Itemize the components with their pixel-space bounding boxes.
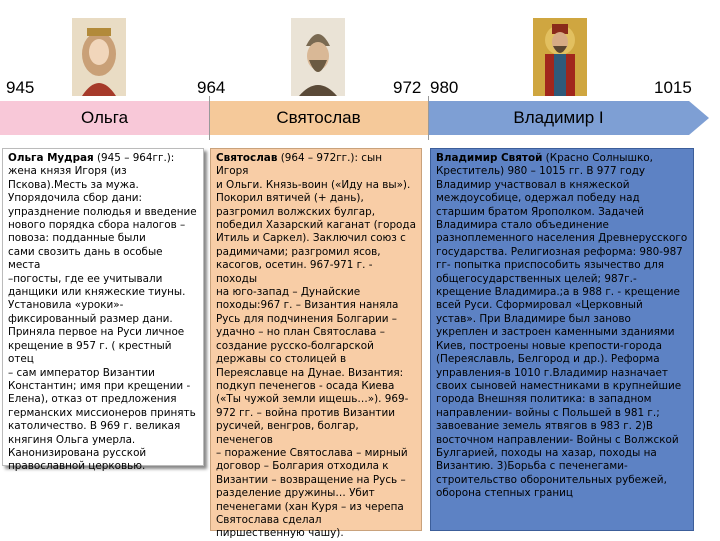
ruler-name-svyatoslav: Святослав: [276, 108, 361, 127]
vladimir-lead: Владимир Святой: [436, 152, 543, 164]
timeline-band-vladimir: [428, 101, 689, 135]
svyatoslav-text: (964 – 972гг.): сын Игоря и Ольги. Князь-воин («Иду на вы»). Покорил вятичей (+ дань), разгромил волжских булгар, победил Хазарский каганат (города Итиль и Саркел). Заключил союз с радимичами; разгромил ясов, касогов, осетин. 967-971 г. - походы на юго-запад – Дунайские походы:967 г. – Византия наняла Русь для подчинения Болгарии – удачно – но план Святослава – создание русско-болгарской державы со столицей в Переяславце на Дунае. Византия: подкуп печенегов - осада Киева («Ты чужой земли ищешь…»). 969- 972 гг. – война против Византии русичей, венгров, болгар, печенегов – поражение Святослава – мирный договор – Болгария отходила к Византии – возвращение на Русь – разделение дружины… Убит печенегами (хан Куря – из черепа Святослава сделал пиршественную чашу).: [216, 152, 416, 540]
timeline-divider: [209, 96, 210, 140]
olga-description-panel: [2, 148, 204, 473]
svyatoslav-portrait-icon: [291, 18, 345, 96]
olga-portrait-icon: [72, 18, 126, 96]
year-945: 945: [6, 78, 35, 97]
vladimir-portrait-icon: [533, 18, 587, 96]
year-980: 980: [430, 78, 459, 97]
olga-text: (945 – 964гг.): жена князя Игоря (из Пскова).Месть за мужа. Упорядочила сбор дани: упразднение полюдья и введение нового порядка сбора налогов – повоза: подданные были сами свозить дань в особые места –погосты, где ее учитывали данщики или княжеские тиуны. Установила «уроки»- фиксированный размер дани. Приняла первое на Руси личное крещение в 957 г. ( крестный отец – сам император Византии Константин; имя при крещении - Елена), отказ от предложения германских миссионеров принять католичество. В 969 г. великая княгиня Ольга умерла. Канонизирована русской православной церковью.: [8, 152, 197, 473]
timeline-band-olga: [0, 101, 209, 135]
ruler-name-olga: Ольга: [80, 108, 129, 127]
timeline-band-svyatoslav: [209, 101, 428, 135]
year-964: 964: [197, 78, 226, 97]
svyatoslav-lead: Святослав: [216, 152, 278, 164]
year-1015: 1015: [654, 78, 692, 97]
timeline-arrow-icon: [689, 101, 709, 135]
year-972: 972: [393, 78, 422, 97]
vladimir-description-panel: [430, 148, 694, 531]
timeline-divider: [428, 96, 429, 140]
svyatoslav-description-panel: [210, 148, 422, 540]
ruler-name-vladimir: Владимир I: [513, 108, 604, 127]
vladimir-text: (Красно Солнышко, Креститель) 980 – 1015 гг. В 977 году Владимир участвовал в княжеской междоусобице, одержал победу над старшим братом Ярополком. Задачей Владимира стало объединение разноплеменного населения Древнерусского государства. Религиозная реформа: 980-987 гг- попытка приспособить язычество для общегосударственных целей; 987г.- крещение Владимира.;а в 988 г. - крещение всей Руси. Сформировал «Церковный устав». При Владимире был заново укреплен и застроен каменными зданиями Киев, построены новые крепости-города (Переяславль, Белгород и др.). Реформа управления-в 1010 г.Владимир назначает своих сыновей наместниками в крупнейшие города Внешняя политика: в западном направлении- войны с Польшей в 981 г.; завоевание земель ятвягов в 983 г. 2)В восточном направлении- Войны с Волжской Булгарией, походы на хазар, походы на Византию. 3)Борьба с печенегами- строительство оборонительных рубежей, оборона степных границ: [436, 152, 688, 500]
olga-lead: Ольга Мудрая: [8, 152, 94, 164]
